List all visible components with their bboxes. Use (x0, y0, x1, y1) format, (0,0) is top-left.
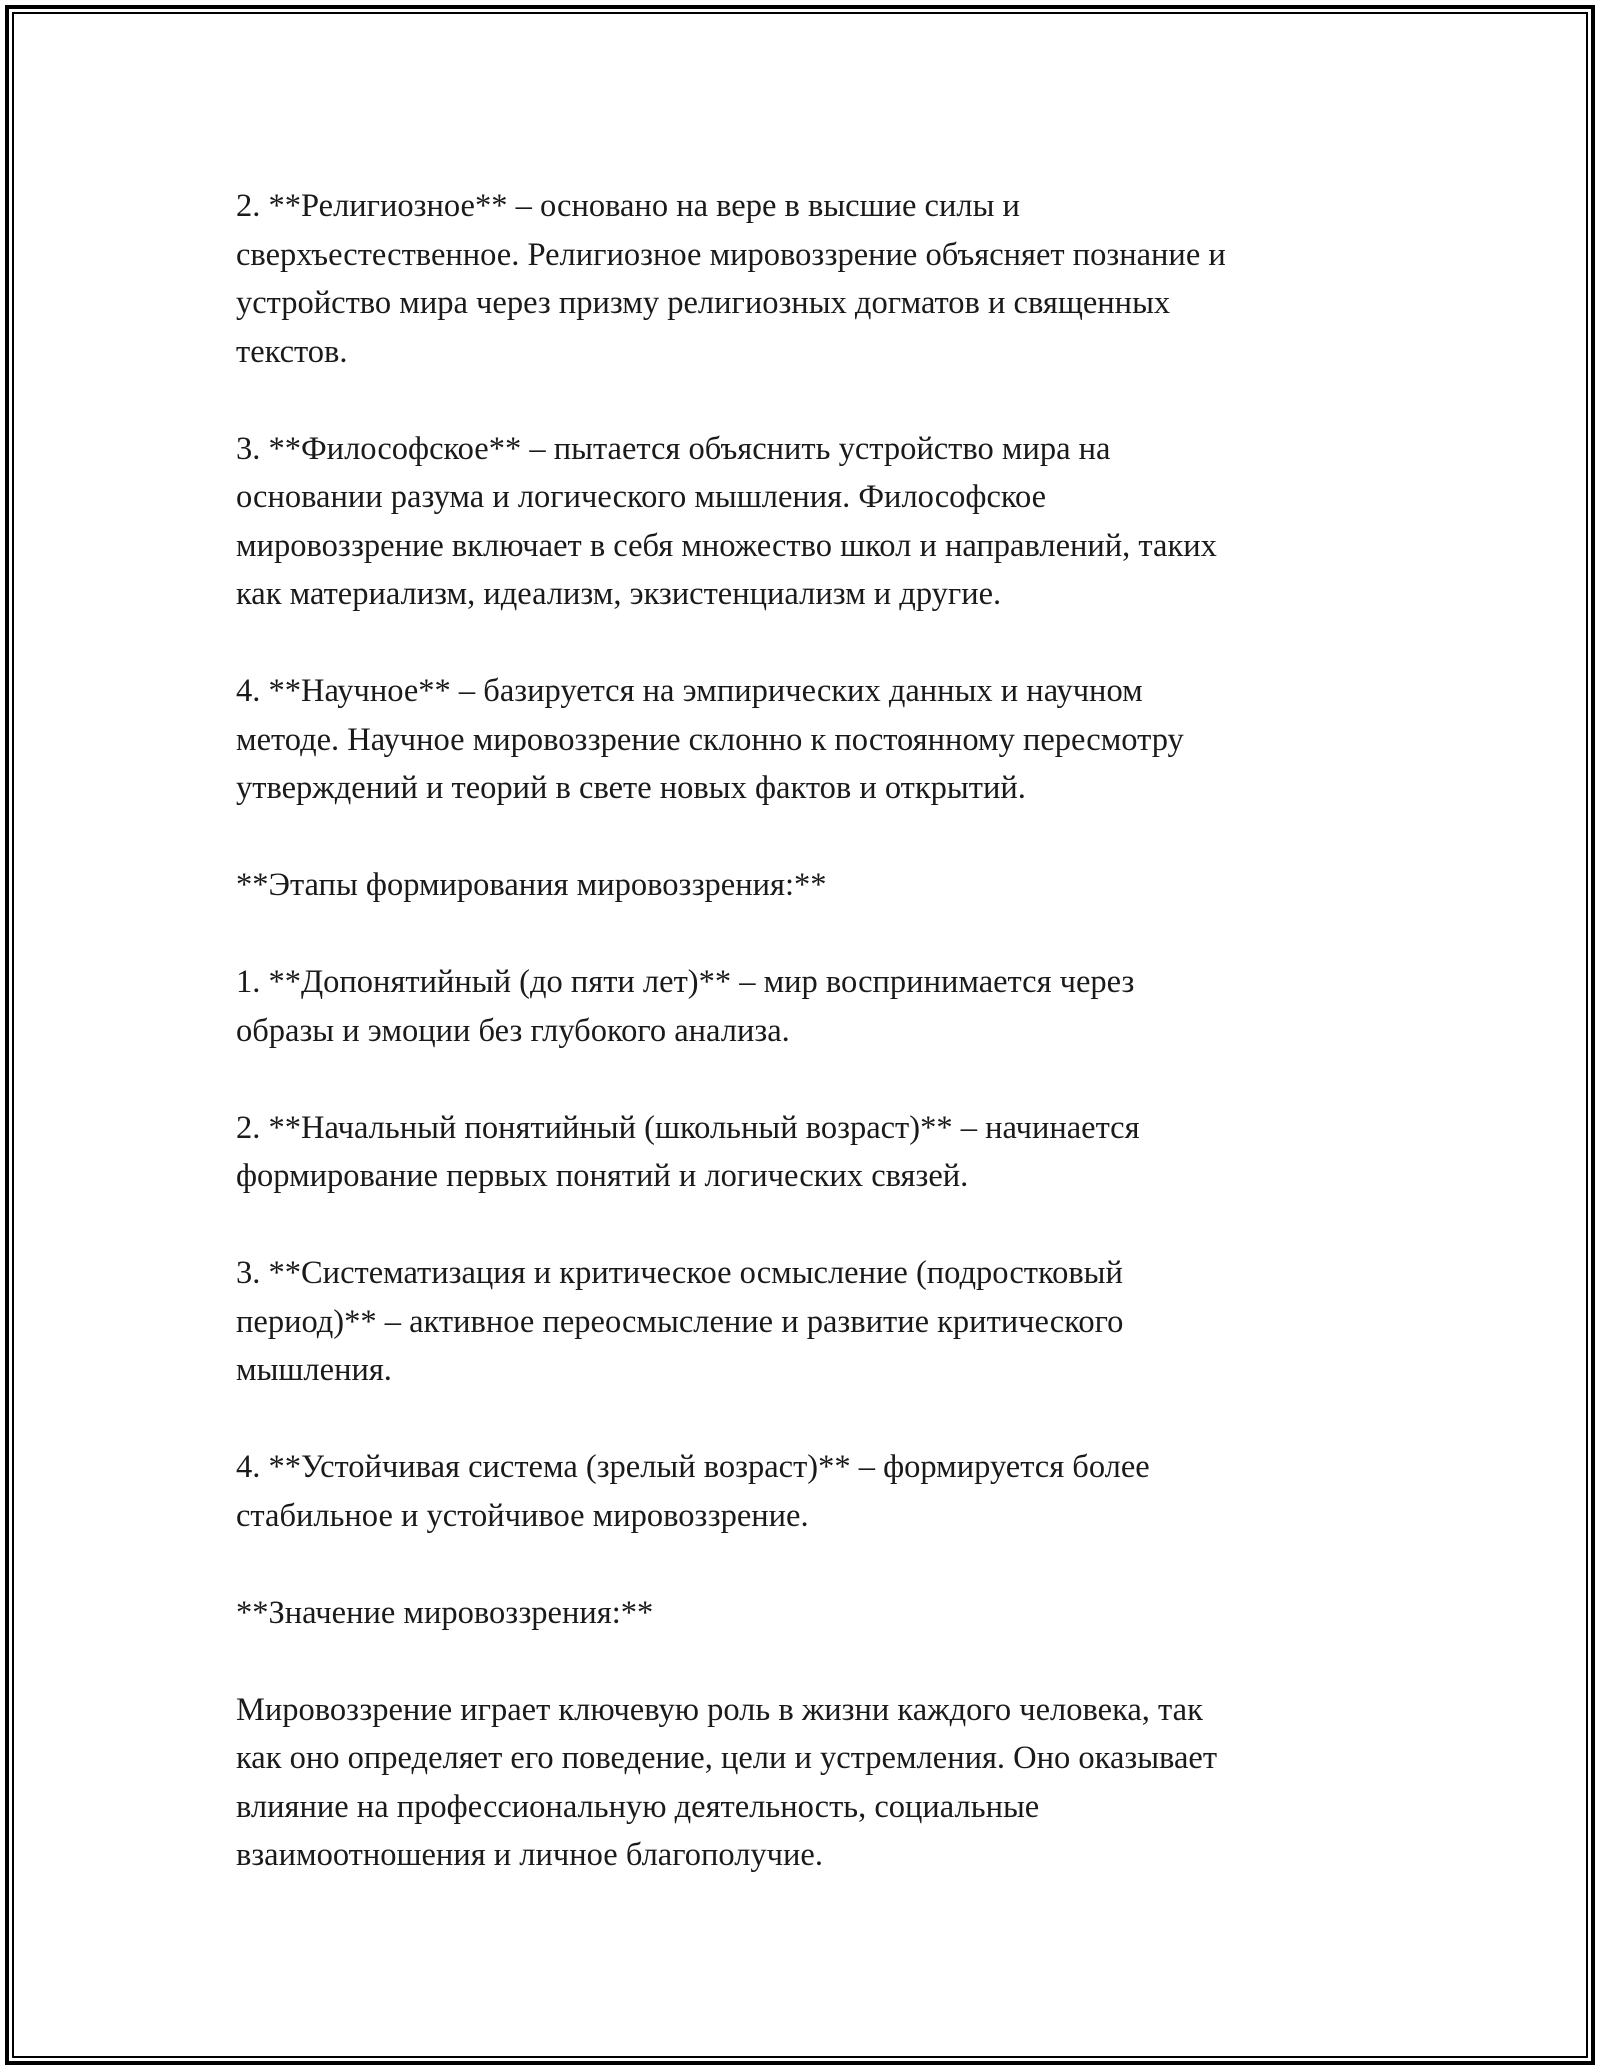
paragraph-philosophical-worldview: 3. **Философское** – пытается объяснить устройство мира на основании разума и логического мышления. Философское мировоззрение включает в себя множество школ и направлений, таких как материализм, идеализм, экзистенциализм и другие. (236, 430, 1217, 612)
paragraph-religious-worldview: 2. **Религиозное** – основано на вере в высшие силы и сверхъестественное. Религиозное мировоззрение объясняет познание и устройство мира через призму религиозных догматов и священных текстов. (236, 188, 1226, 370)
paragraph-stage-initial-conceptual: 2. **Начальный понятийный (школьный возраст)** – начинается формирование первых понятий и логических связей. (236, 1109, 1140, 1194)
heading-worldview-significance: **Значение мировоззрения:** (236, 1594, 654, 1631)
paragraph-stage-stable-system: 4. **Устойчивая система (зрелый возраст)** – формируется более стабильное и устойчивое мировоззрение. (236, 1449, 1150, 1534)
document-body (236, 182, 1366, 1880)
heading-formation-stages: **Этапы формирования мировоззрения:** (236, 867, 827, 903)
paragraph-stage-preconceptual: 1. **Допонятийный (до пяти лет)** – мир воспринимается через образы и эмоции без глубокого анализа. (236, 964, 1135, 1049)
paragraph-worldview-significance: Мировоззрение играет ключевую роль в жизни каждого человека, так как оно определяет его поведение, цели и устремления. Оно оказывает влияние на профессиональную деятельность, социальные взаимоотношения и личное благополучие. (236, 1691, 1218, 1873)
paragraph-scientific-worldview: 4. **Научное** – базируется на эмпирических данных и научном методе. Научное мировоззрение склонно к постоянному пересмотру утверждений и теорий в свете новых фактов и открытий. (236, 673, 1184, 806)
paragraph-stage-systematization: 3. **Систематизация и критическое осмысление (подростковый период)** – активное переосмысление и развитие критического мышления. (236, 1255, 1124, 1388)
